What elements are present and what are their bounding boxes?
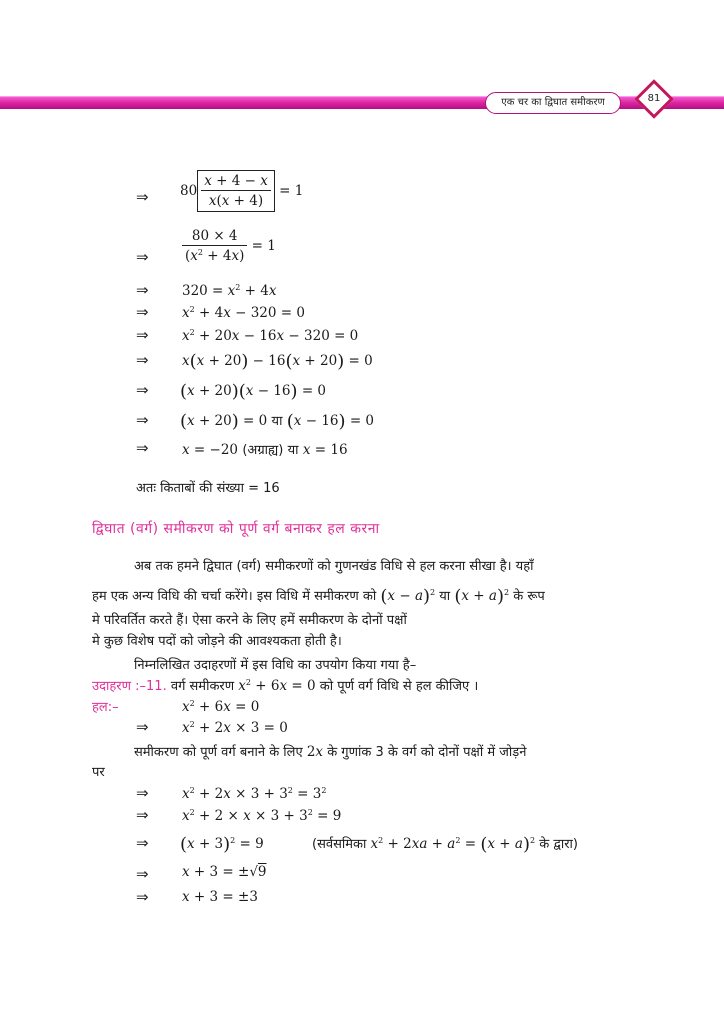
paragraph-1-line-2 [92,586,545,607]
paragraph-3-line-1 [134,742,526,760]
equation-step-5: $x^2 + 20x - 16x - 320 = 0$ [182,328,359,344]
implies-arrow: ⇒ [136,784,149,802]
solution-step-7: x + 3 = ±3 [182,889,258,905]
implies-arrow: ⇒ [136,188,149,206]
paragraph-1-line-3: मे परिवर्तित करते हैं। ऐसा करने के लिए हमें समीकरण के दोनों पक्षों [92,613,407,628]
example-label: उदाहरण :–11. [92,679,167,694]
example-line [92,676,478,694]
example-text-b: को पूर्ण वर्ग विधि से हल कीजिए । [319,679,479,694]
solution-label: हल:– [92,700,119,715]
identity-formula: $x^2 + 2xa + a^2 = (x + a)^2$ [370,834,536,855]
implies-arrow: ⇒ [136,326,149,344]
paragraph-1-text: हम एक अन्य विधि की चर्चा करेंगे। इस विधि में समीकरण को [92,589,377,604]
implies-arrow: ⇒ [136,351,149,369]
equation-step-2: $\frac{80 \times 4}{(x^2 + 4x)}$ = 1 [182,228,276,264]
implies-arrow: ⇒ [136,303,149,321]
form-expression-2: $(x + a)^2$ [454,586,510,607]
paragraph-3-text-b: के गुणांक 3 के वर्ग को दोनों पक्षों में जोड़ने [327,745,527,760]
or-word: या [439,589,451,604]
section-heading: द्विघात (वर्ग) समीकरण को पूर्ण वर्ग बनाकर हल करना [92,521,380,537]
implies-arrow: ⇒ [136,248,149,266]
solution-step-4: $x^2 + 2 \times x \times 3 + 3^2 = 9$ [182,808,342,824]
implies-arrow: ⇒ [136,411,149,429]
solution-step-5: $(x + 3)^2 = 9$ [180,834,264,855]
paragraph-1-line-4: मे कुछ विशेष पदों को जोड़ने की आवश्यकता होती है। [92,634,342,649]
or-word: या [287,443,299,458]
inadmissible-note: (अग्राह्य) [242,443,284,458]
identity-note [312,834,578,855]
example-equation: $x^2 + 6x = 0$ [238,678,316,694]
implies-arrow: ⇒ [136,834,149,852]
equation-step-3: $320 = x^2 + 4x$ [182,283,277,299]
implies-arrow: ⇒ [136,439,149,457]
solution-step-6: x + 3 = ±√9 [182,864,267,880]
solution-step-3: $x^2 + 2x \times 3 + 3^2 = 3^2$ [182,786,327,802]
paragraph-1-line-1: अब तक हमने द्विघात (वर्ग) समीकरणों को गुणनखंड विधि से हल करना सीखा है। यहाँ [134,559,534,574]
page-number: 81 [647,93,661,104]
or-word: या [271,414,283,429]
equation-step-9: x = −20 (अग्राह्य) या x = 16 [182,442,348,458]
equation-step-8: (x + 20) = 0 या (x − 16) = 0 [180,411,375,432]
example-text-a: वर्ग समीकरण [170,679,235,694]
solution-step-2: $x^2 + 2x \times 3 = 0$ [182,720,288,736]
paragraph-2: निम्नलिखित उदाहरणों में इस विधि का उपयोग किया गया है– [134,658,417,673]
equation-step-6: x(x + 20) − 16(x + 20) = 0 [182,351,373,372]
form-expression-1: $(x - a)^2$ [380,586,436,607]
solution-step-1: $x^2 + 6x = 0$ [182,699,260,715]
paragraph-1-text-end: के रूप [513,589,545,604]
implies-arrow: ⇒ [136,281,149,299]
identity-text-b: के द्वारा) [539,837,578,852]
chapter-title: एक चर का द्विघात समीकरण [485,92,621,114]
implies-arrow: ⇒ [136,888,149,906]
term-2x: 2x [306,744,324,760]
conclusion: अतः किताबों की संख्या = 16 [136,481,280,496]
paragraph-3-line-2: पर [92,765,105,780]
paragraph-3-text-a: समीकरण को पूर्ण वर्ग बनाने के लिए [134,745,303,760]
implies-arrow: ⇒ [136,806,149,824]
implies-arrow: ⇒ [136,381,149,399]
identity-text-a: (सर्वसमिका [312,837,367,852]
implies-arrow: ⇒ [136,865,149,883]
equation-step-7: (x + 20)(x − 16) = 0 [180,381,327,402]
equation-step-4: $x^2 + 4x - 320 = 0$ [182,305,305,321]
implies-arrow: ⇒ [136,718,149,736]
equation-step-1: 80 $\frac{x + 4 - x}{x(x + 4)}$ = 1 [180,170,303,212]
